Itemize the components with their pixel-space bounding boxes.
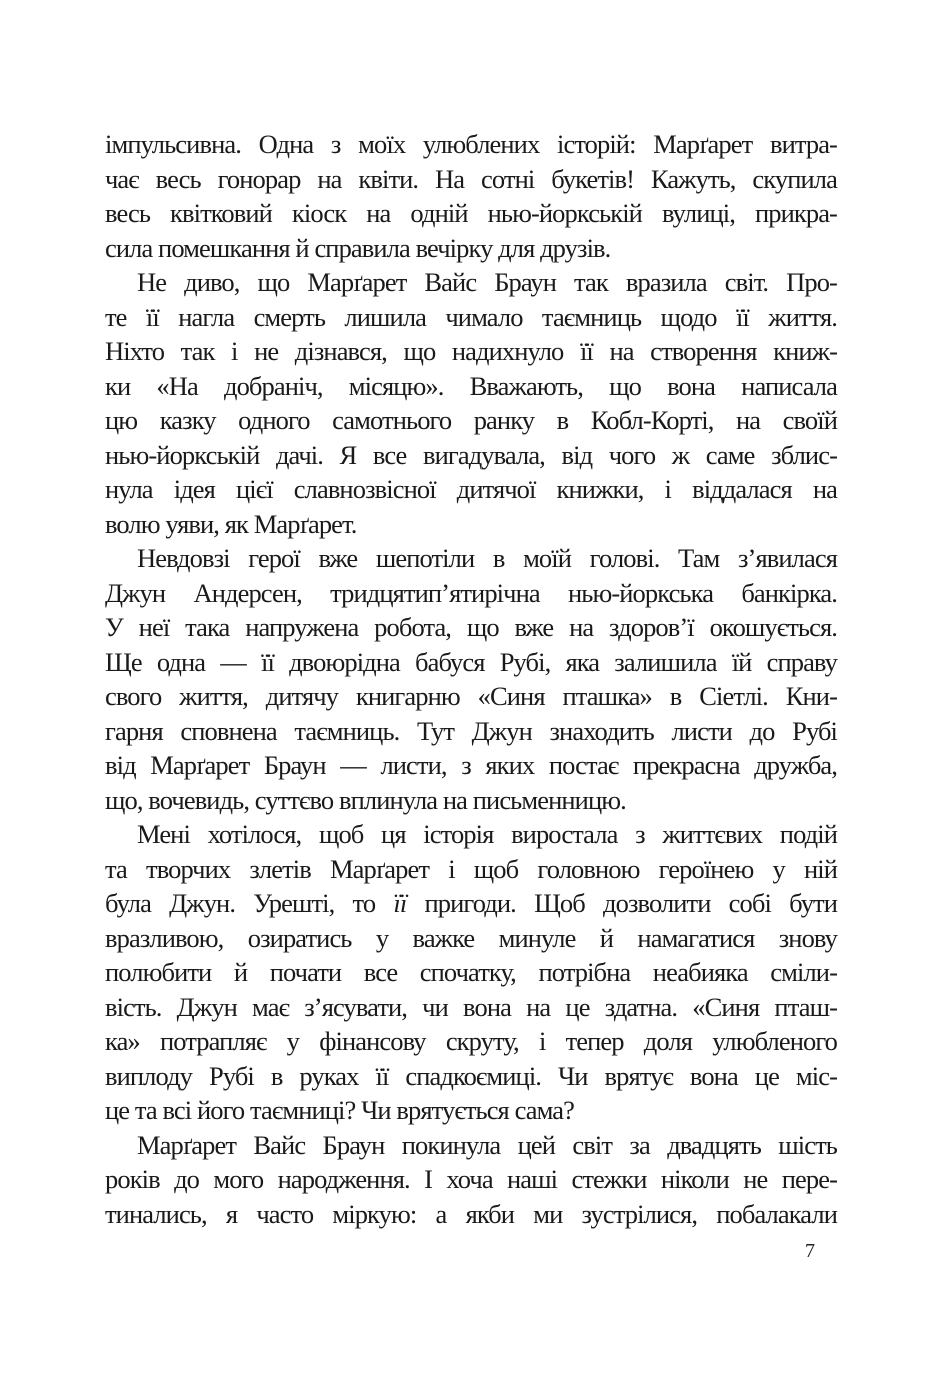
text-line: Невдовзі герої вже шепотіли в моїй голові. Там з’явилася (137, 543, 837, 573)
text-line: полюбити й почати все спочатку, потрібна неабияка сміли- (105, 957, 837, 987)
text-line: виплоду Рубі в руках її спадкоємиці. Чи врятує вона це міс- (105, 1060, 837, 1091)
text-line: тинались, я часто міркую: а якби ми зустрілися, побалакали (105, 1198, 837, 1229)
text-line: цю казку одного самотнього ранку в Кобл-Корті, на своїй (105, 405, 837, 435)
text-line: свого життя, дитячу книгарню «Синя пташка» в Сіетлі. Кни- (105, 681, 837, 711)
text-line: ки «На добраніч, місяцю». Вважають, що вона написала (105, 370, 837, 401)
paragraph-5 (105, 1128, 837, 1232)
text-line: Ще одна — її двоюрідна бабуся Рубі, яка залишила їй справу (105, 646, 837, 677)
text-line: ка» потрапляє у фінансову скруту, і тепер доля улюбленого (105, 1026, 837, 1056)
text-line: нула ідея цієї славнозвісної дитячої книжки, і віддалася на (105, 474, 837, 504)
text-segment: пригоди. Щоб дозволити собі бути (406, 888, 838, 918)
text-line: що, вочевидь, суттєво вплинула на письменницю. (105, 784, 626, 815)
text-line: Ніхто так і не дізнався, що надихнуло її на створення книж- (105, 336, 837, 366)
text-line: та творчих злетів Марґарет і щоб головною героїнею у ній (105, 853, 837, 884)
paragraph-1 (105, 127, 837, 265)
text-line: років до мого народження. І хоча наші стежки ніколи не пере- (105, 1164, 837, 1194)
text-line: У неї така напружена робота, що вже на здоров’ї окошується. (105, 612, 837, 642)
text-line: Не диво, що Марґарет Вайс Браун так вразила світ. Про- (137, 267, 837, 297)
paragraph-3 (105, 541, 837, 817)
text-line: вразливою, озиратись у важке минуле й намагатися знову (105, 922, 837, 953)
text-line: чає весь гонорар на квіти. На сотні букетів! Кажуть, скупила (105, 163, 837, 194)
text-line: Мені хотілося, щоб ця історія виростала з життєвих подій (137, 819, 837, 849)
text-line: це та всі його таємниці? Чи врятується сама? (105, 1095, 575, 1125)
text-line (105, 886, 837, 921)
page-body (105, 127, 837, 1231)
text-segment: була Джун. Урешті, то (105, 888, 394, 918)
text-line: весь квітковий кіоск на одній нью-йоркській вулиці, прикра- (105, 198, 837, 228)
page-number: 7 (805, 1240, 815, 1262)
text-line: Марґарет Вайс Браун покинула цей світ за двадцять шість (137, 1129, 837, 1160)
emphasis-text: її (393, 888, 407, 918)
paragraph-2 (105, 265, 837, 541)
text-line: гарня сповнена таємниць. Тут Джун знаходить листи до Рубі (105, 715, 837, 746)
text-line: волю уяви, як Марґарет. (105, 508, 357, 539)
text-line: від Марґарет Браун — листи, з яких постає прекрасна дружба, (105, 750, 837, 780)
text-line: вість. Джун має з’ясувати, чи вона на це здатна. «Синя пташ- (105, 991, 837, 1022)
text-line: нью-йоркській дачі. Я все вигадувала, від чого ж саме зблис- (105, 439, 837, 470)
text-line: імпульсивна. Одна з моїх улюблених історій: Марґарет витра- (105, 129, 837, 159)
text-line: те її нагла смерть лишила чимало таємниць щодо її життя. (105, 301, 837, 332)
paragraph-4 (105, 817, 837, 1128)
text-line: Джун Андерсен, тридцятип’ятирічна нью-йоркська банкірка. (105, 577, 837, 608)
text-line: сила помешкання й справила вечірку для друзів. (105, 232, 611, 263)
